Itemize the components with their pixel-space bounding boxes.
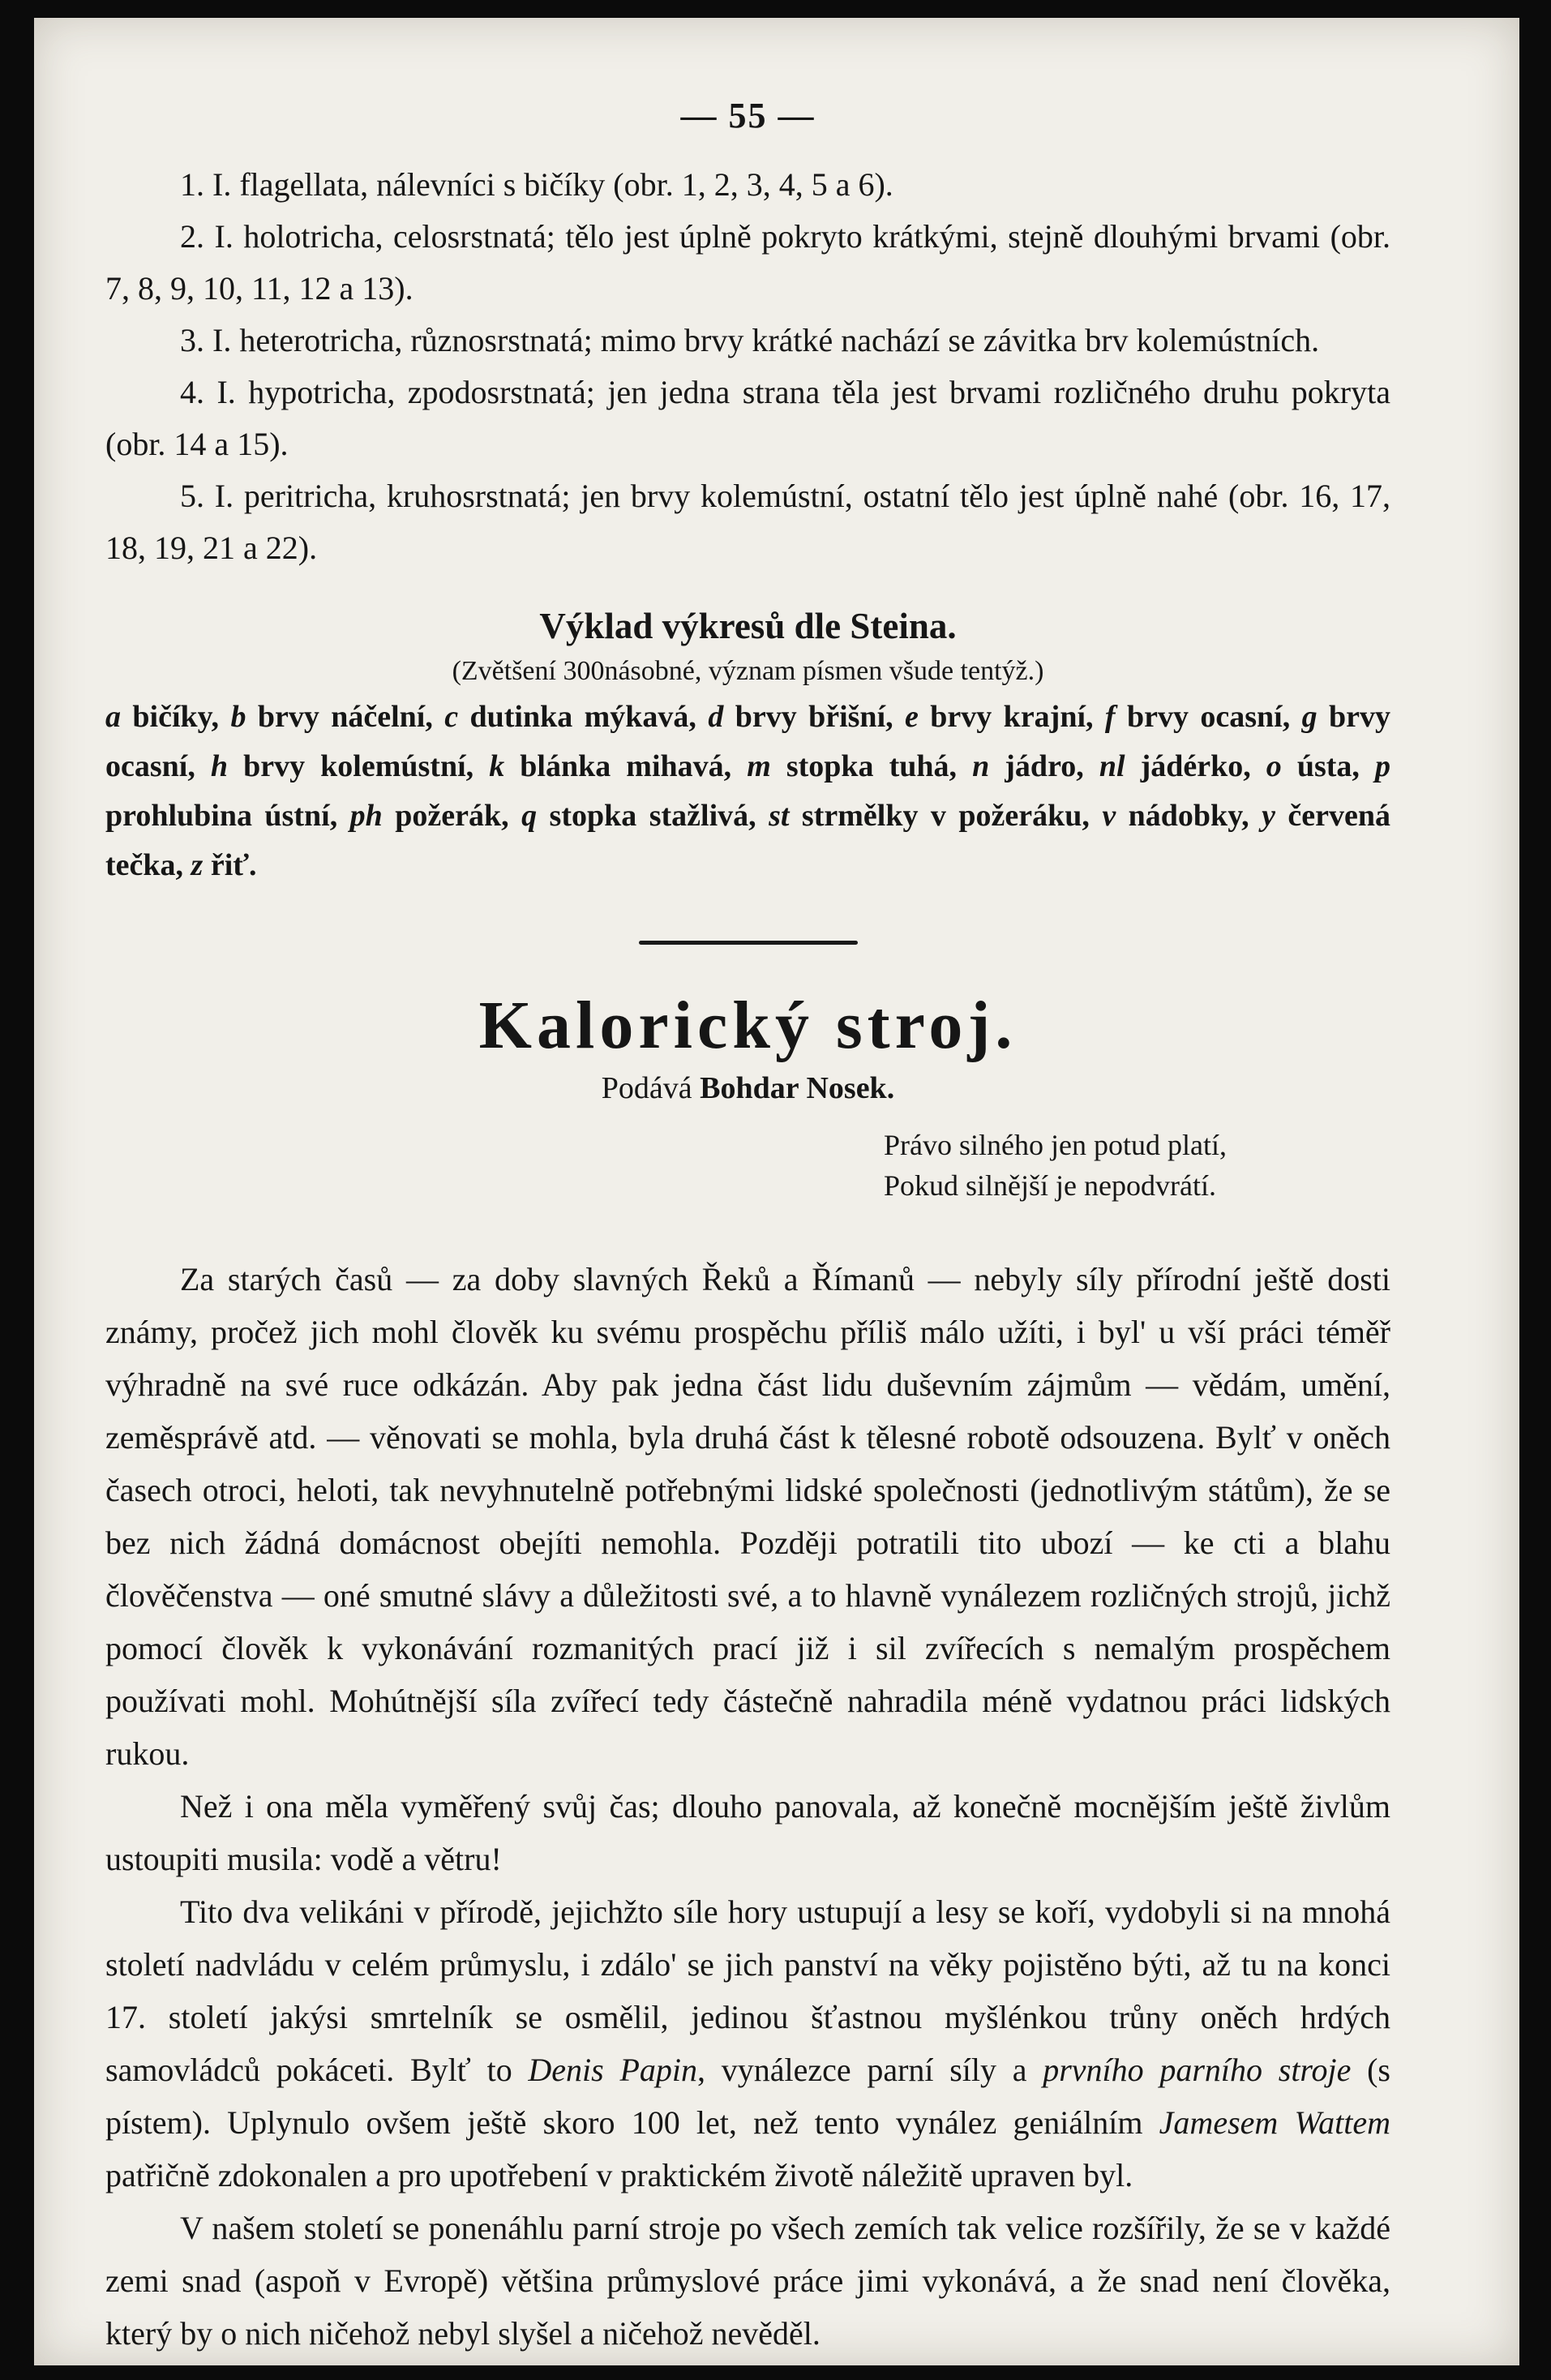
legend-key: nl	[1099, 749, 1125, 783]
legend-title-bold: Výklad výkresů	[539, 606, 786, 646]
scanned-page	[34, 18, 1519, 2365]
legend-value: stopka stažlivá,	[537, 799, 769, 833]
paragraph: Za starých časů — za doby slavných Řeků a Římanů — nebyly síly přírodní ještě dosti známy, pročež jich mohl člověk ku svému prospěchu příliš málo užíti, i byl' u vší práci téměř výhradně na své ruce odkázán. Aby pak jedna část lidu duševním zájmům — vědám, umění, zeměsprávě atd. — věnovati se mohla, byla druhá část k tělesné robotě odsouzena. Bylť v oněch časech otroci, heloti, tak nevyhnutelně potřebnými lidské společnosti (jednotlivým státům), že se bez nich žádná domácnost obejíti nemohla. Později potratili tito ubozí — ke cti a blahu člověčenstva — oné smutné slávy a důležitosti své, a to hlavně vynálezem rozličných strojů, jichž pomocí člověk k vykonávání rozmanitých prací již i sil zvířecích s nemalým prospěchem používati mohl. Mohútnější síla zvířecí tedy částečně nahradila méně vydatnou práci lidských rukou.	[105, 1261, 1390, 1772]
page-number: — 55 —	[680, 96, 816, 135]
epigraph	[884, 1125, 1390, 1206]
classification-list	[105, 159, 1390, 574]
section-divider	[639, 941, 858, 945]
legend-title-rest: dle Steina.	[785, 606, 957, 646]
legend-title	[105, 602, 1390, 650]
paragraph: Než i ona měla vyměřený svůj čas; dlouho panovala, až konečně mocnějším ještě živlům ustoupiti musila: vodě a větru!	[105, 1788, 1390, 1877]
legend-key: v	[1102, 799, 1116, 833]
epigraph-line: Právo silného jen potud platí,	[884, 1129, 1227, 1161]
legend-subtitle: (Zvětšení 300násobné, význam písmen všude tentýž.)	[452, 656, 1044, 686]
legend-key: n	[972, 749, 990, 783]
list-item: 3. I. heterotricha, různosrstnatá; mimo brvy krátké nachází se závitka brv kolemústních.	[180, 322, 1320, 358]
legend-value: brvy kolemústní,	[228, 749, 490, 783]
legend-value: blánka mihavá,	[504, 749, 748, 783]
legend-value: dutinka mýkavá,	[458, 700, 709, 734]
legend-key: z	[191, 848, 204, 882]
page-content	[105, 95, 1390, 2360]
list-item: 2. I. holotricha, celosrstnatá; tělo jest úplně pokryto krátkými, stejně dlouhými brvami (obr. 7, 8, 9, 10, 11, 12 a 13).	[105, 218, 1390, 307]
legend-value: bičíky,	[121, 700, 231, 734]
author-name: Bohdar Nosek.	[700, 1071, 895, 1105]
legend-value: ústa,	[1281, 749, 1375, 783]
legend-value: brvy ocasní,	[105, 700, 1390, 783]
legend-key: c	[444, 700, 459, 734]
list-item: 4. I. hypotricha, zpodosrstnatá; jen jedna strana těla jest brvami rozličného druhu pokryta (obr. 14 a 15).	[105, 374, 1390, 462]
list-item: 5. I. peritricha, kruhosrstnatá; jen brvy kolemústní, ostatní tělo jest úplně nahé (obr. 16, 17, 18, 19, 21 a 22).	[105, 478, 1390, 566]
legend-value: požerák,	[382, 799, 522, 833]
legend-key: st	[769, 799, 790, 833]
legend-value: brvy břišní,	[723, 700, 906, 734]
legend-value: brvy krajní,	[918, 700, 1105, 734]
legend-value: červená tečka,	[105, 799, 1390, 882]
italic-name: prvního parního stroje	[1043, 2052, 1352, 2088]
text-run: patřičně zdokonalen a pro upotřebení v praktickém životě náležitě upraven byl.	[105, 2157, 1133, 2193]
paragraph: V našem století se ponenáhlu parní stroje po všech zemích tak velice rozšířily, že se v každé zemi snad (aspoň v Evropě) většina průmyslové práce jimi vykonává, a že snad není člověka, který by o nich ničehož nebyl slyšel a ničehož nevěděl.	[105, 2210, 1390, 2352]
epigraph-line: Pokud silnější je nepodvrátí.	[884, 1169, 1216, 1202]
legend-value: nádobky,	[1116, 799, 1262, 833]
article-body	[105, 1253, 1390, 2360]
legend-value: prohlubina ústní,	[105, 799, 350, 833]
legend-value: brvy náčelní,	[246, 700, 445, 734]
legend-key: q	[521, 799, 538, 833]
text-run: Tito dva velikáni v přírodě, jejichžto síle hory ustupují a lesy se koří, vydobyli si na mnohá století nadvládu v celém průmyslu, i zdálo' se jich panství na věky pojistěno býti, až tu na konci 17. století jakýsi smrtelník se osmělil, jedinou šťastnou myšlénkou trůny oněch hrdých samovládců pokáceti. Bylť to	[105, 1893, 1390, 2088]
legend-key: h	[210, 749, 229, 783]
legend-key: y	[1262, 799, 1275, 833]
legend-key: p	[1375, 749, 1390, 783]
legend-value: stopka tuhá,	[770, 749, 973, 783]
italic-name: Denis Papin	[528, 2052, 697, 2088]
article-title: Kalorický stroj.	[478, 988, 1018, 1063]
legend-key: a	[105, 700, 121, 734]
legend-key: f	[1104, 700, 1116, 734]
legend-key: d	[708, 700, 724, 734]
legend-entries	[105, 693, 1390, 890]
text-run: , vynálezce parní síly a	[697, 2052, 1043, 2088]
article-byline	[105, 1065, 1390, 1112]
legend-key: m	[747, 749, 771, 783]
legend-key: g	[1301, 700, 1317, 734]
legend-key: ph	[349, 799, 383, 833]
legend-key: e	[905, 700, 919, 734]
legend-value: strmělky v požeráku,	[789, 799, 1103, 833]
legend-value: jádérko,	[1125, 749, 1266, 783]
legend-key: k	[489, 749, 505, 783]
legend-key: o	[1266, 749, 1282, 783]
text-run: (s pístem). Uplynulo ovšem ještě skoro 100 let, než tento vynález geniálním	[105, 2052, 1390, 2141]
byline-prefix: Podává	[601, 1071, 701, 1105]
paragraph	[105, 1885, 1390, 2202]
legend-value: řiť.	[203, 848, 257, 882]
legend-key: b	[230, 700, 246, 734]
list-item: 1. I. flagellata, nálevníci s bičíky (obr. 1, 2, 3, 4, 5 a 6).	[180, 166, 893, 203]
legend-value: jádro,	[989, 749, 1099, 783]
legend-value: brvy ocasní,	[1115, 700, 1302, 734]
italic-name: Jamesem Wattem	[1159, 2104, 1390, 2141]
